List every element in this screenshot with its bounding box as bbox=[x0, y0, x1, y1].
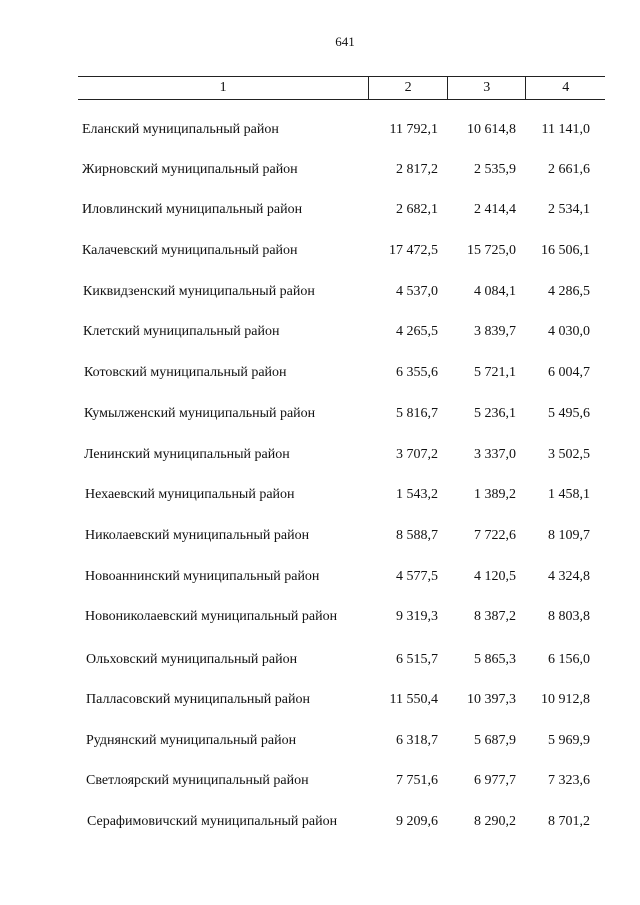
value-col-3: 4 084,1 bbox=[474, 284, 516, 299]
value-col-4: 4 286,5 bbox=[548, 284, 590, 299]
value-col-4: 11 141,0 bbox=[541, 122, 590, 137]
value-col-2: 4 577,5 bbox=[396, 569, 438, 584]
value-col-4: 1 458,1 bbox=[548, 487, 590, 502]
value-col-2: 5 816,7 bbox=[396, 406, 438, 421]
table-row bbox=[0, 122, 640, 144]
district-name: Серафимовичский муниципальный район bbox=[87, 814, 338, 829]
district-name: Николаевский муниципальный район bbox=[85, 528, 310, 543]
table-row bbox=[0, 162, 640, 184]
value-col-3: 2 535,9 bbox=[474, 162, 516, 177]
value-col-3: 1 389,2 bbox=[474, 487, 516, 502]
table-row bbox=[0, 692, 640, 714]
table-row bbox=[0, 528, 640, 550]
table-row bbox=[0, 243, 640, 265]
value-col-4: 2 661,6 bbox=[548, 162, 590, 177]
column-header-1: 1 bbox=[78, 77, 369, 99]
district-name: Котовский муниципальный район bbox=[84, 365, 287, 380]
value-col-4: 5 495,6 bbox=[548, 406, 590, 421]
district-name: Жирновский муниципальный район bbox=[82, 162, 298, 177]
table-row bbox=[0, 406, 640, 428]
value-col-3: 6 977,7 bbox=[474, 773, 516, 788]
district-name: Калачевский муниципальный район bbox=[82, 243, 298, 258]
table-row bbox=[0, 202, 640, 224]
value-col-4: 4 030,0 bbox=[548, 324, 590, 339]
district-name: Ольховский муниципальный район bbox=[86, 652, 298, 667]
value-col-2: 4 537,0 bbox=[396, 284, 438, 299]
district-name: Иловлинский муниципальный район bbox=[82, 202, 303, 217]
district-name: Новониколаевский муниципальный район bbox=[85, 609, 338, 624]
table-row bbox=[0, 652, 640, 674]
value-col-3: 4 120,5 bbox=[474, 569, 516, 584]
value-col-3: 5 687,9 bbox=[474, 733, 516, 748]
value-col-3: 3 337,0 bbox=[474, 447, 516, 462]
value-col-3: 8 387,2 bbox=[474, 609, 516, 624]
column-header-3: 3 bbox=[448, 77, 527, 99]
value-col-4: 6 004,7 bbox=[548, 365, 590, 380]
value-col-4: 7 323,6 bbox=[548, 773, 590, 788]
district-name: Палласовский муниципальный район bbox=[86, 692, 310, 707]
value-col-4: 8 701,2 bbox=[548, 814, 590, 829]
value-col-3: 15 725,0 bbox=[467, 243, 516, 258]
value-col-2: 9 319,3 bbox=[396, 609, 438, 624]
value-col-4: 8 803,8 bbox=[548, 609, 590, 624]
value-col-4: 3 502,5 bbox=[548, 447, 590, 462]
table-header bbox=[78, 76, 605, 100]
value-col-4: 4 324,8 bbox=[548, 569, 590, 584]
value-col-4: 2 534,1 bbox=[548, 202, 590, 217]
table-row bbox=[0, 284, 640, 306]
district-name: Нехаевский муниципальный район bbox=[85, 487, 295, 502]
value-col-2: 3 707,2 bbox=[396, 447, 438, 462]
table-row bbox=[0, 733, 640, 755]
table-row bbox=[0, 365, 640, 387]
value-col-3: 3 839,7 bbox=[474, 324, 516, 339]
district-name: Светлоярский муниципальный район bbox=[86, 773, 309, 788]
value-col-3: 10 614,8 bbox=[467, 122, 516, 137]
value-col-4: 8 109,7 bbox=[548, 528, 590, 543]
value-col-2: 4 265,5 bbox=[396, 324, 438, 339]
value-col-2: 8 588,7 bbox=[396, 528, 438, 543]
district-name: Клетский муниципальный район bbox=[83, 324, 280, 339]
value-col-2: 17 472,5 bbox=[389, 243, 438, 258]
value-col-3: 2 414,4 bbox=[474, 202, 516, 217]
value-col-2: 1 543,2 bbox=[396, 487, 438, 502]
value-col-2: 7 751,6 bbox=[396, 773, 438, 788]
value-col-3: 8 290,2 bbox=[474, 814, 516, 829]
value-col-2: 11 792,1 bbox=[389, 122, 438, 137]
district-name: Ленинский муниципальный район bbox=[84, 447, 290, 462]
value-col-4: 10 912,8 bbox=[541, 692, 590, 707]
value-col-2: 11 550,4 bbox=[389, 692, 438, 707]
table-row bbox=[0, 814, 640, 836]
value-col-4: 6 156,0 bbox=[548, 652, 590, 667]
page-number: 641 bbox=[335, 34, 355, 49]
table-row bbox=[0, 609, 640, 631]
value-col-3: 5 865,3 bbox=[474, 652, 516, 667]
district-name: Еланский муниципальный район bbox=[82, 122, 279, 137]
table-row bbox=[0, 773, 640, 795]
value-col-3: 10 397,3 bbox=[467, 692, 516, 707]
table-row bbox=[0, 569, 640, 591]
value-col-4: 5 969,9 bbox=[548, 733, 590, 748]
value-col-3: 5 236,1 bbox=[474, 406, 516, 421]
value-col-3: 5 721,1 bbox=[474, 365, 516, 380]
value-col-2: 2 817,2 bbox=[396, 162, 438, 177]
table-row bbox=[0, 487, 640, 509]
value-col-2: 6 355,6 bbox=[396, 365, 438, 380]
table-row bbox=[0, 447, 640, 469]
district-name: Новоаннинский муниципальный район bbox=[85, 569, 320, 584]
table-row bbox=[0, 324, 640, 346]
value-col-4: 16 506,1 bbox=[541, 243, 590, 258]
value-col-3: 7 722,6 bbox=[474, 528, 516, 543]
column-header-2: 2 bbox=[369, 77, 448, 99]
district-name: Кумылженский муниципальный район bbox=[84, 406, 316, 421]
value-col-2: 6 515,7 bbox=[396, 652, 438, 667]
district-name: Руднянский муниципальный район bbox=[86, 733, 297, 748]
value-col-2: 2 682,1 bbox=[396, 202, 438, 217]
value-col-2: 6 318,7 bbox=[396, 733, 438, 748]
value-col-2: 9 209,6 bbox=[396, 814, 438, 829]
district-name: Киквидзенский муниципальный район bbox=[83, 284, 315, 299]
column-header-4: 4 bbox=[562, 80, 570, 95]
